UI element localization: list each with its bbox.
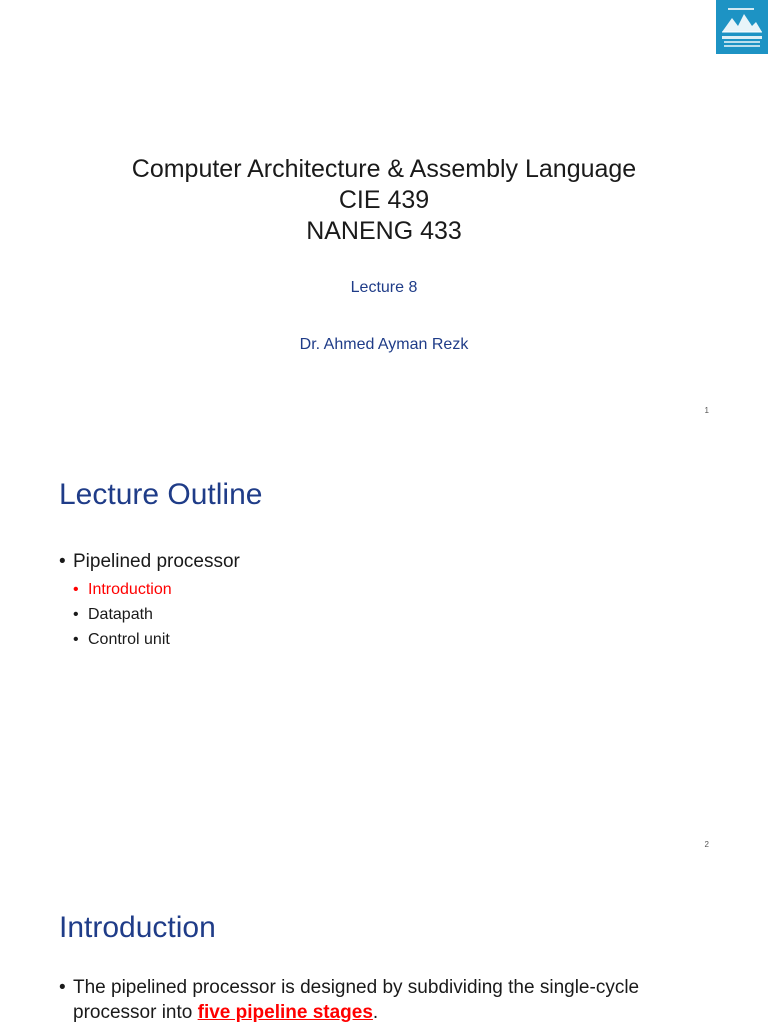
slide-heading: Introduction: [59, 911, 216, 944]
lecture-title: [0, 154, 768, 247]
outline-sublist: [59, 577, 240, 652]
introduction-slide: [0, 866, 768, 1024]
page-number: 1: [704, 406, 709, 415]
outline-slide: [0, 433, 768, 866]
page-number: 2: [704, 840, 709, 849]
lecture-number: Lecture 8: [350, 279, 418, 296]
intro-text: The pipelined processor is designed by subdividing the single-cycle processor into: [73, 977, 640, 1023]
outline-list: [59, 549, 240, 652]
slide-heading: Lecture Outline: [59, 478, 263, 511]
course-code-naneng: NANENG 433: [306, 217, 462, 245]
intro-text-end: .: [372, 1002, 379, 1023]
zewail-city-logo-icon: [716, 0, 768, 54]
outline-subitems: [59, 577, 240, 652]
outline-subitem-datapath: • Datapath: [73, 602, 240, 627]
course-title: Computer Architecture & Assembly Language: [131, 155, 637, 183]
intro-bullet: [59, 975, 719, 1024]
title-slide: [0, 0, 768, 433]
outline-subitem-control-unit: • Control unit: [73, 627, 240, 652]
course-code-cie: CIE 439: [338, 186, 430, 214]
intro-bullet-list: [59, 975, 719, 1024]
outline-item-label: Pipelined processor: [73, 551, 240, 572]
outline-item: [59, 549, 240, 575]
outline-subitem-introduction: • Introduction: [73, 577, 240, 602]
emphasized-term: five pipeline stages: [197, 1002, 373, 1023]
author-name: Dr. Ahmed Ayman Rezk: [299, 336, 469, 353]
